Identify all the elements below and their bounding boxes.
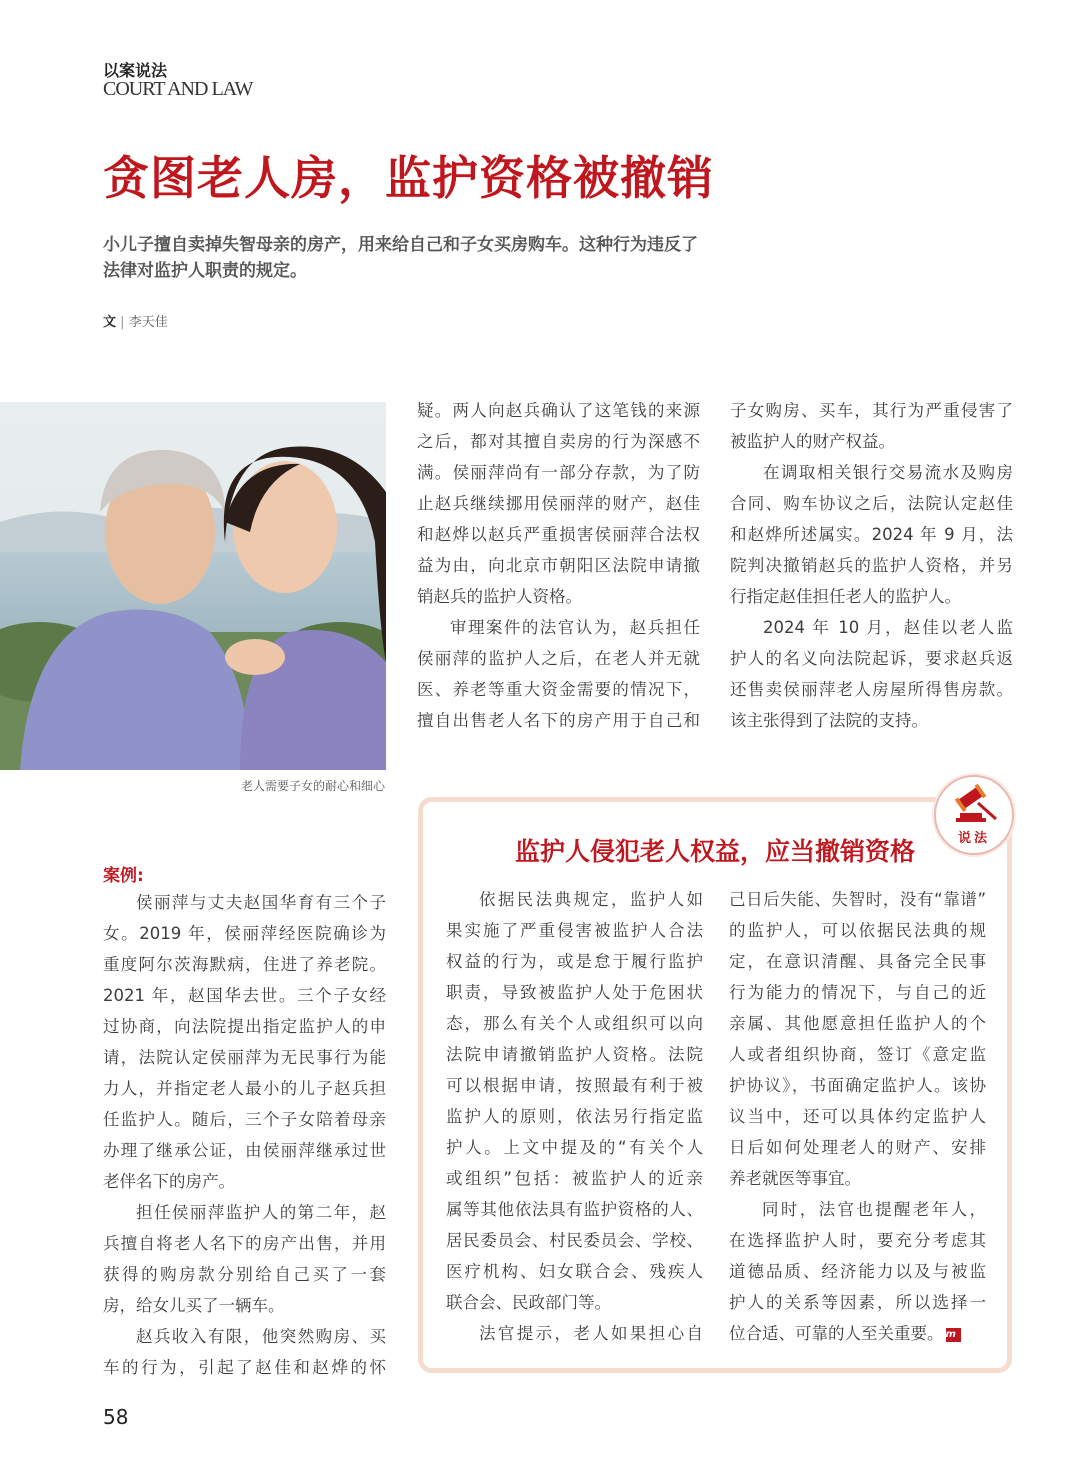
text-line: 过协商，向法院提出指定监护人的申 — [103, 1017, 386, 1036]
text-line: 或组织”包括：被监护人的近亲 — [446, 1169, 703, 1188]
text-line: 果实施了严重侵害被监护人合法 — [446, 921, 703, 940]
text-line: 办理了继承公证，由侯丽萍继承过世 — [103, 1141, 386, 1160]
photo-caption: 老人需要子女的耐心和细心 — [240, 779, 385, 793]
text-line: 和赵烨以赵兵严重损害侯丽萍合法权 — [417, 525, 700, 544]
text-line: 在调取相关银行交易流水及购房 — [763, 463, 1013, 482]
text-line: 侯丽萍与丈夫赵国华育有三个子 — [136, 893, 386, 912]
text-line: 日后如何处理老人的财产、安排 — [729, 1138, 986, 1157]
text-line: 医、养老等重大资金需要的情况下， — [417, 680, 700, 699]
text-line: 任监护人。随后，三个子女陪着母亲 — [103, 1110, 386, 1129]
text-line: 同时，法官也提醒老年人， — [762, 1200, 986, 1219]
page-number: 58 — [103, 1405, 129, 1429]
text-line: 属等其他依法具有监护资格的人、 — [446, 1200, 703, 1219]
text-line: 人或者组织协商，签订《意定监 — [729, 1045, 986, 1064]
text-line: 益为由，向北京市朝阳区法院申请撤 — [417, 556, 700, 575]
text-line: 行指定赵佳担任老人的监护人。 — [730, 587, 961, 606]
end-mark-icon: m — [946, 1328, 961, 1342]
text-line: 亲属、其他愿意担任监护人的个 — [729, 1014, 986, 1033]
text-line: 居民委员会、村民委员会、学校、 — [446, 1231, 703, 1250]
text-line: 医疗机构、妇女联合会、残疾人 — [446, 1262, 703, 1281]
text-line: 女。2019 年，侯丽萍经医院确诊为 — [103, 924, 386, 943]
text-line: 擅自出售老人名下的房产用于自己和 — [417, 711, 700, 730]
text-line: 道德品质、经济能力以及与被监 — [729, 1262, 986, 1281]
text-line: 车的行为，引起了赵佳和赵烨的怀 — [103, 1358, 386, 1377]
text-line: 合同、购车协议之后，法院认定赵佳 — [730, 494, 1013, 513]
text-line: 疑。两人向赵兵确认了这笔钱的来源 — [417, 401, 700, 420]
text-line: 职责，导致被监护人处于危困状 — [446, 983, 703, 1002]
text-line: 该主张得到了法院的支持。 — [730, 711, 928, 730]
text-line: 之后，都对其擅自卖房的行为深感不 — [417, 432, 700, 451]
text-line: 担任侯丽萍监护人的第二年，赵 — [136, 1203, 386, 1222]
text-line: 老伴名下的房产。 — [103, 1172, 235, 1191]
text-line: 议当中，还可以具体约定监护人 — [729, 1107, 986, 1126]
text-line: 护人的名义向法院起诉，要求赵兵返 — [730, 649, 1013, 668]
text-line: 护人。上文中提及的“有关个人 — [446, 1138, 703, 1157]
case-column-3 — [730, 395, 1013, 736]
text-line: 房，给女儿买了一辆车。 — [103, 1296, 285, 1315]
text-line: 兵擅自将老人名下的房产出售，并用 — [103, 1234, 386, 1253]
case-column-1 — [103, 887, 386, 1383]
gavel-icon — [936, 777, 1012, 833]
box-column-1 — [446, 884, 703, 1349]
box-column-2 — [729, 884, 986, 1349]
text-line: 请，法院认定侯丽萍为无民事行为能 — [103, 1048, 386, 1067]
text-line: 审理案件的法官认为，赵兵担任 — [450, 618, 700, 637]
text-line: 法院申请撤销监护人资格。法院 — [446, 1045, 703, 1064]
text-line: 获得的购房款分别给自己买了一套 — [103, 1265, 386, 1284]
text-line: 还售卖侯丽萍老人房屋所得售房款。 — [730, 680, 1013, 699]
text-line: 护协议》，书面确定监护人。该协 — [729, 1076, 986, 1095]
text-line: 的监护人，可以依据民法典的规 — [729, 921, 986, 940]
text-line: 满。侯丽萍尚有一部分存款，为了防 — [417, 463, 700, 482]
text-line: 态，那么有关个人或组织可以向 — [446, 1014, 703, 1033]
badge-label: 说法 — [957, 831, 990, 846]
text-line: 被监护人的财产权益。 — [730, 432, 895, 451]
byline — [103, 311, 168, 330]
byline-label: 文 — [103, 315, 117, 330]
article-title: 贪图老人房，监护资格被撤销 — [103, 151, 714, 205]
article-photo — [0, 402, 386, 770]
text-line: 己日后失能、失智时，没有“靠谱” — [729, 890, 986, 909]
text-line-content: 位合适、可靠的人至关重要。 — [729, 1324, 944, 1343]
text-line: 2021 年，赵国华去世。三个子女经 — [103, 986, 386, 1005]
text-line — [729, 1318, 986, 1349]
author-name: 李天佳 — [128, 315, 168, 330]
text-line: 力人，并指定老人最小的儿子赵兵担 — [103, 1079, 386, 1098]
text-line: 子女购房、买车，其行为严重侵害了 — [730, 401, 1013, 420]
text-line: 联合会、民政部门等。 — [446, 1293, 611, 1312]
text-line: 止赵兵继续挪用侯丽萍的财产，赵佳 — [417, 494, 700, 513]
text-line: 侯丽萍的监护人之后，在老人并无就 — [417, 649, 700, 668]
box-title: 监护人侵犯老人权益，应当撤销资格 — [514, 837, 915, 866]
byline-separator: | — [120, 315, 125, 330]
section-name-english: COURT AND LAW — [103, 78, 253, 100]
text-line: 养老就医等事宜。 — [729, 1169, 861, 1188]
text-line: 权益的行为，或是怠于履行监护 — [446, 952, 703, 971]
text-line: 重度阿尔茨海默病，住进了养老院。 — [103, 955, 386, 974]
text-line: 可以根据申请，按照最有利于被 — [446, 1076, 703, 1095]
article-lead: 小儿子擅自卖掉失智母亲的房产，用来给自己和子女买房购车。这种行为违反了法律对监护人职责的规定。 — [103, 235, 698, 281]
text-line: 销赵兵的监护人资格。 — [417, 587, 582, 606]
text-line: 在选择监护人时，要充分考虑其 — [729, 1231, 986, 1250]
text-line: 监护人的原则，依法另行指定监 — [446, 1107, 703, 1126]
case-label: 案例: — [103, 866, 144, 886]
text-line: 院判决撤销赵兵的监护人资格，并另 — [730, 556, 1013, 575]
text-line: 护人的关系等因素，所以选择一 — [729, 1293, 986, 1312]
case-column-2 — [417, 395, 700, 736]
text-line: 法官提示，老人如果担心自 — [479, 1324, 703, 1343]
text-line: 2024 年 10 月，赵佳以老人监 — [763, 618, 1013, 637]
text-line: 定，在意识清醒、具备完全民事 — [729, 952, 986, 971]
text-line: 依据民法典规定，监护人如 — [479, 890, 703, 909]
section-name: 以案说法 — [103, 61, 168, 80]
text-line: 赵兵收入有限，他突然购房、买 — [136, 1327, 386, 1346]
text-line: 和赵烨所述属实。2024 年 9 月，法 — [730, 525, 1013, 544]
text-line: 行为能力的情况下，与自己的近 — [729, 983, 986, 1002]
